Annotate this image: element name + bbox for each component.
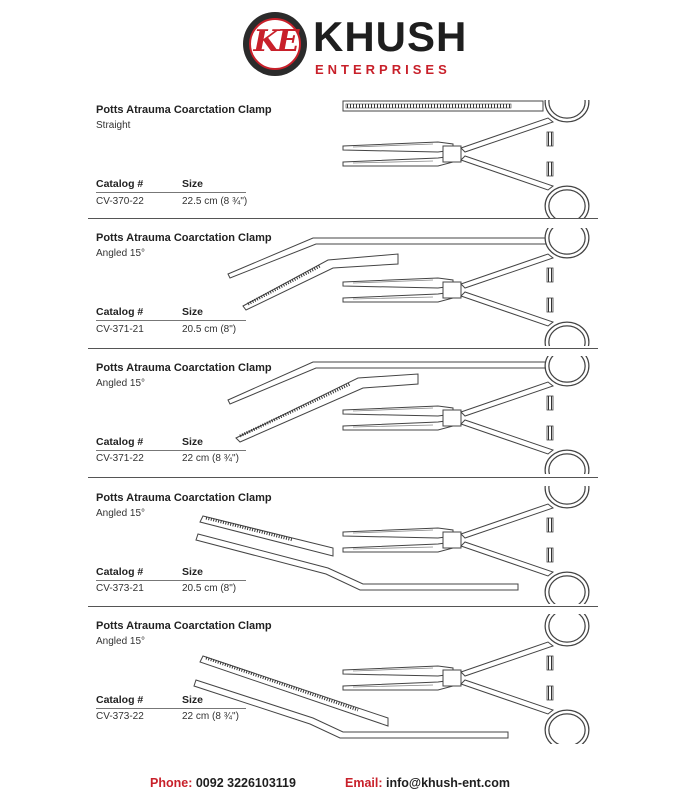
catalog-header: Catalog # xyxy=(96,566,144,578)
company-name: KHUSH xyxy=(313,13,468,60)
size-value: 22 cm (8 ¾") xyxy=(182,453,239,464)
size-header: Size xyxy=(182,566,204,578)
email-label: Email: xyxy=(345,776,383,790)
product-section xyxy=(88,486,598,604)
product-section xyxy=(88,100,598,218)
catalog-header: Catalog # xyxy=(96,436,144,448)
catalog-number: CV-371-22 xyxy=(96,453,144,464)
size-header: Size xyxy=(182,178,204,190)
instrument-drawing xyxy=(88,356,598,474)
catalog-header: Catalog # xyxy=(96,178,144,190)
phone-contact xyxy=(150,776,296,790)
size-value: 20.5 cm (8") xyxy=(182,583,237,594)
product-section xyxy=(88,356,598,474)
product-section xyxy=(88,614,598,744)
section-divider xyxy=(88,606,598,607)
size-value: 22.5 cm (8 ¾") xyxy=(182,196,248,207)
instrument-drawing xyxy=(88,614,598,744)
logo-badge xyxy=(243,12,307,76)
catalog-header: Catalog # xyxy=(96,306,144,318)
size-value: 20.5 cm (8") xyxy=(182,324,237,335)
section-divider xyxy=(88,218,598,219)
product-title: Potts Atrauma Coarctation Clamp xyxy=(96,104,272,116)
product-variant: Angled 15° xyxy=(96,248,146,259)
catalog-number: CV-371-21 xyxy=(96,324,144,335)
product-title: Potts Atrauma Coarctation Clamp xyxy=(96,492,272,504)
logo-mark: KE xyxy=(253,24,297,59)
size-value: 22 cm (8 ¾") xyxy=(182,711,239,722)
catalog-number: CV-370-22 xyxy=(96,196,144,207)
section-divider xyxy=(88,477,598,478)
instrument-drawing xyxy=(88,486,598,604)
product-variant: Angled 15° xyxy=(96,378,146,389)
company-logo xyxy=(243,12,468,78)
product-variant: Angled 15° xyxy=(96,508,146,519)
phone-label: Phone: xyxy=(150,776,193,790)
product-title: Potts Atrauma Coarctation Clamp xyxy=(96,232,272,244)
catalog-header: Catalog # xyxy=(96,694,144,706)
product-variant: Straight xyxy=(96,120,131,131)
company-tagline: ENTERPRISES xyxy=(315,62,451,77)
size-header: Size xyxy=(182,694,204,706)
product-section xyxy=(88,228,598,346)
product-variant: Angled 15° xyxy=(96,636,146,647)
product-title: Potts Atrauma Coarctation Clamp xyxy=(96,362,272,374)
catalog-number: CV-373-21 xyxy=(96,583,144,594)
product-title: Potts Atrauma Coarctation Clamp xyxy=(96,620,272,632)
email-address[interactable]: info@khush-ent.com xyxy=(386,776,510,790)
catalog-number: CV-373-22 xyxy=(96,711,144,722)
section-divider xyxy=(88,348,598,349)
email-contact xyxy=(345,776,510,790)
size-header: Size xyxy=(182,436,204,448)
instrument-drawing xyxy=(88,100,598,218)
instrument-drawing xyxy=(88,228,598,346)
size-header: Size xyxy=(182,306,204,318)
phone-number[interactable]: 0092 3226103119 xyxy=(195,776,296,790)
